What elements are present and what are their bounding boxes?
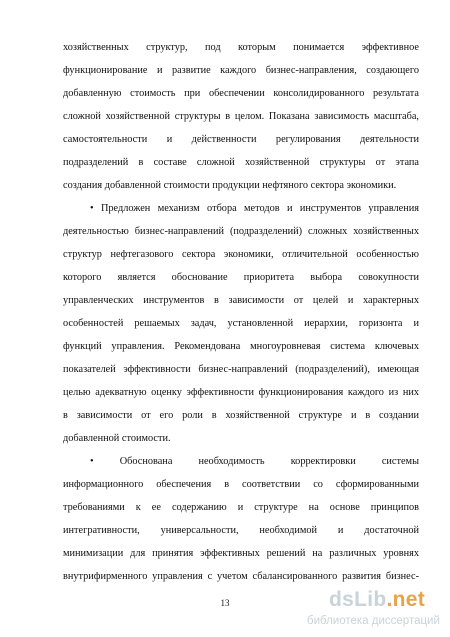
text-line: подразделений в составе сложной хозяйственной структуры от этапа [63, 157, 419, 168]
text-line: информационного обеспечения в соответствии со сформированными [63, 479, 419, 490]
text-line: добавленной стоимости. [63, 433, 171, 444]
text-line: хозяйственных структур, под которым понимается эффективное [63, 42, 419, 53]
watermark-subtitle: библиотека диссертаций [307, 615, 440, 627]
text-line: требованиями к ее содержанию и структуре на основе принципов [63, 502, 419, 513]
text-line: самостоятельности и действенности регулирования деятельности [63, 134, 419, 145]
text-line: добавленную стоимость при обеспечении консолидированного результата [63, 88, 419, 99]
page-number: 13 [220, 598, 230, 608]
text-line: структур нефтегазового сектора экономики, отличительной особенностью [63, 249, 419, 260]
text-line: внутрифирменного управления с учетом сбалансированного развития бизнес- [63, 571, 419, 582]
text-line: в зависимости от его роли в хозяйственной структуре и в создании [63, 410, 419, 421]
text-line: функционирование и развитие каждого бизнес-направления, создающего [63, 65, 419, 76]
text-line: которого является обоснование приоритета выбора совокупности [63, 272, 419, 283]
bullet-line: • Предложен механизм отбора методов и инструментов управления [90, 203, 419, 214]
text-line: целью адекватную оценку эффективности функционирования каждого из них [63, 387, 419, 398]
text-line: деятельностью бизнес-направлений (подразделений) сложных хозяйственных [63, 226, 419, 237]
watermark [305, 588, 447, 632]
text-line: минимизации для принятия эффективных решений на различных уровнях [63, 548, 419, 559]
text-line: сложной хозяйственной структуры в целом. Показана зависимость масштаба, [63, 111, 419, 122]
watermark-logo: dsLib.net [329, 588, 426, 611]
bullet-line: • Обоснована необходимость корректировки системы [90, 456, 419, 467]
text-line: функций управления. Рекомендована многоуровневая система ключевых [63, 341, 419, 352]
text-line: управленческих инструментов в зависимости от целей и характерных [63, 295, 419, 306]
text-line: показателей эффективности бизнес-направлений (подразделений), имеющая [63, 364, 419, 375]
text-line: создания добавленной стоимости продукции нефтяного сектора экономики. [63, 180, 397, 191]
text-line: интегративности, универсальности, необходимой и достаточной [63, 525, 419, 536]
text-line: особенностей решаемых задач, установленной иерархии, горизонта и [63, 318, 419, 329]
